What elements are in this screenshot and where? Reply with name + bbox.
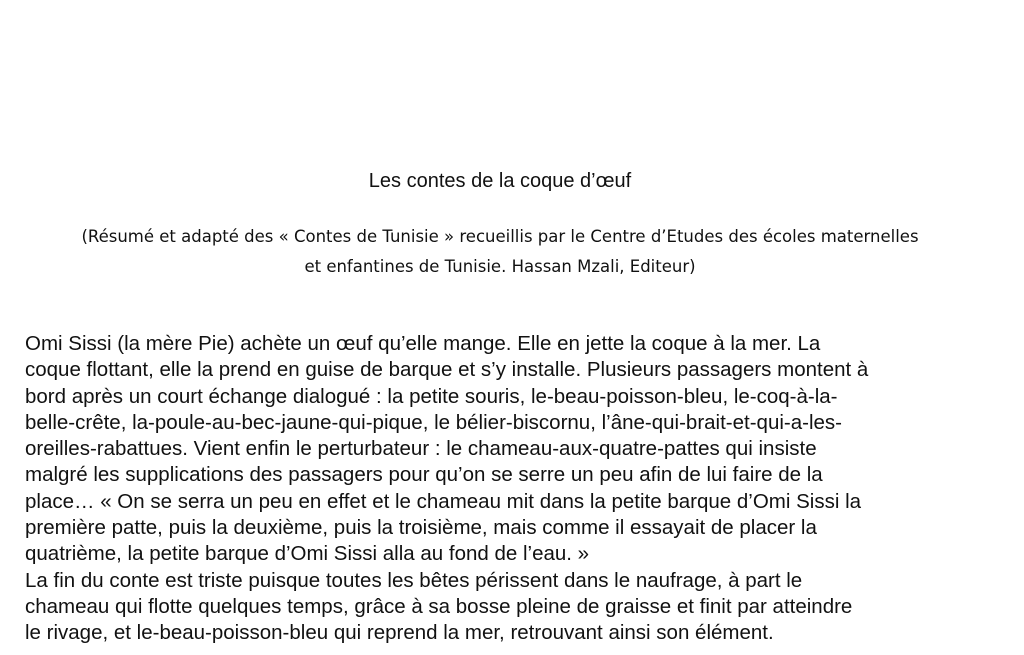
body-line: première patte, puis la deuxième, puis la troisième, mais comme il essayait de placer la — [25, 516, 817, 540]
body-line: oreilles-rabattues. Vient enfin le perturbateur : le chameau-aux-quatre-pattes qui insiste — [25, 437, 817, 461]
body-line: quatrième, la petite barque d’Omi Sissi alla au fond de l’eau. » — [25, 542, 590, 566]
subtitle-line: (Résumé et adapté des « Contes de Tunisie » recueillis par le Centre d’Etudes des écoles maternelles — [81, 227, 919, 246]
body-line: chameau qui flotte quelques temps, grâce à sa bosse pleine de graisse et finit par atteindre — [25, 594, 853, 618]
body-line: Omi Sissi (la mère Pie) achète un œuf qu’elle mange. Elle en jette la coque à la mer. La — [25, 332, 821, 355]
body-line: malgré les supplications des passagers pour qu’on se serre un peu afin de lui faire de la — [25, 463, 823, 487]
body-line: le rivage, et le-beau-poisson-bleu qui reprend la mer, retrouvant ainsi son élément. — [25, 621, 774, 645]
body-line: bord après un court échange dialogué : la petite souris, le-beau-poisson-bleu, le-coq-à-la- — [25, 384, 838, 408]
document-title: Les contes de la coque d’œuf — [368, 170, 632, 192]
body-line: La fin du conte est triste puisque toutes les bêtes périssent dans le naufrage, à part le — [25, 568, 803, 592]
body-line: coque flottant, elle la prend en guise de barque et s’y installe. Plusieurs passagers montent à — [25, 358, 869, 382]
document-subtitle — [0, 222, 1000, 282]
body-line: place… « On se serra un peu en effet et le chameau mit dans la petite barque d’Omi Sissi la — [25, 489, 862, 513]
subtitle-line: et enfantines de Tunisie. Hassan Mzali, Editeur) — [304, 257, 696, 276]
body-line: belle-crête, la-poule-au-bec-jaune-qui-pique, le bélier-biscornu, l’âne-qui-brait-et-qui-a-les- — [25, 410, 842, 434]
document-body — [25, 331, 1010, 647]
